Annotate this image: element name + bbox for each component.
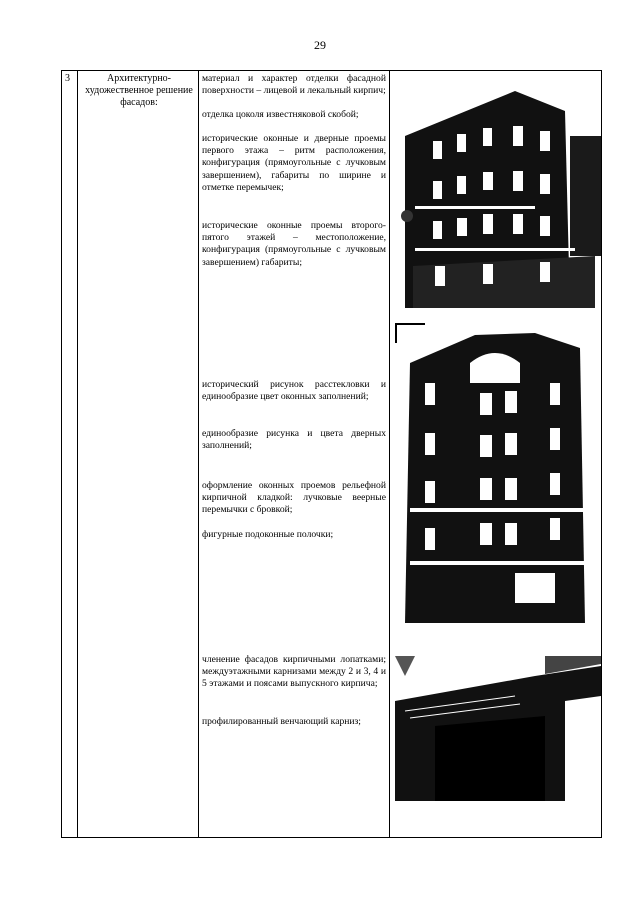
column-divider xyxy=(389,71,390,837)
building-facade-photo-2 xyxy=(395,323,601,633)
description-item: исторический рисунок расстекловки и единообразие цвет оконных заполнений; xyxy=(202,379,386,403)
row-number: 3 xyxy=(65,73,70,84)
description-item: исторические оконные проемы второго-пятого этажей – местоположение, конфигурация (прямоугольные с лучковым завершением) габариты; xyxy=(202,220,386,268)
description-item: фигурные подоконные полочки; xyxy=(202,529,334,540)
building-facade-photo-1 xyxy=(395,76,601,308)
description-item: профилированный венчающий карниз; xyxy=(202,716,361,727)
description-item: исторические оконные и дверные проемы первого этажа – ритм расположения, конфигурация (прямоугольные с лучковым завершением), габариты по ширине и отметке перемычек; xyxy=(202,133,386,193)
building-cornice-photo-3 xyxy=(395,656,601,801)
description-item: материал и характер отделки фасадной поверхности – лицевой и лекальный кирпич; xyxy=(202,73,386,97)
column-divider xyxy=(77,71,78,837)
description-item: оформление оконных проемов рельефной кирпичной кладкой: лучковые веерные перемычки с бровкой; xyxy=(202,480,386,516)
description-item: членение фасадов кирпичными лопатками; междуэтажными карнизами между 2 и 3, 4 и 5 этажами и поясами выпускного кирпича; xyxy=(202,654,386,690)
column-divider xyxy=(198,71,199,837)
row-title: Архитектурно-художественное решение фасадов: xyxy=(85,73,193,108)
facade-table xyxy=(61,70,602,838)
description-item: единообразие рисунка и цвета дверных заполнений; xyxy=(202,428,386,452)
description-item: отделка цоколя известняковой скобой; xyxy=(202,109,359,120)
page-number: 29 xyxy=(314,38,326,52)
